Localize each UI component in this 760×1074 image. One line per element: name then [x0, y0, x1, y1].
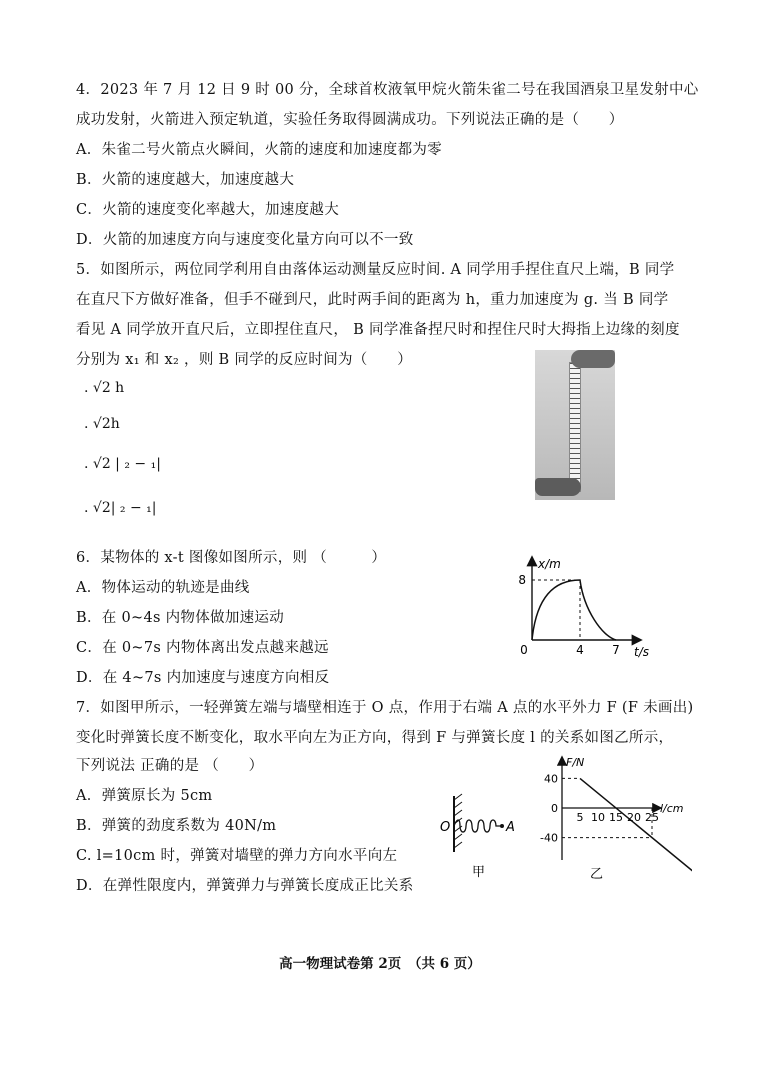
q6-option-d: D．在 4~7s 内加速度与速度方向相反 — [76, 670, 330, 686]
q6-stem: 6．某物体的 x-t 图像如图所示，则 （ ） — [76, 550, 387, 566]
q6-option-a: A．物体运动的轨迹是曲线 — [76, 580, 250, 596]
q7-option-d: D．在弹性限度内，弹簧弹力与弹簧长度成正比关系 — [76, 878, 414, 894]
q7-stem-line2: 变化时弹簧长度不断变化，取水平向左为正方向，得到 F 与弹簧长度 l 的关系如图乙所示， — [76, 730, 674, 746]
xt-ytick-label: 8 — [518, 573, 526, 587]
xt-xtick-label: 0 — [520, 643, 528, 657]
q7-stem-line1: 7．如图甲所示，一轻弹簧左端与墙壁相连于 O 点，作用于右端 A 点的水平外力 F (F 未画出) — [76, 700, 694, 716]
q5-option-a: . √2 h — [84, 380, 125, 396]
q6-option-b: B．在 0~4s 内物体做加速运动 — [76, 610, 285, 626]
xt-ylabel: x/m — [538, 557, 561, 571]
q4-option-a: A．朱雀二号火箭点火瞬间，火箭的速度和加速度都为零 — [76, 142, 442, 158]
fl-ylabel: F/N — [566, 756, 585, 769]
q4-option-d: D．火箭的加速度方向与速度变化量方向可以不一致 — [76, 232, 414, 248]
q4-option-c: C．火箭的速度变化率越大，加速度越大 — [76, 202, 339, 218]
point-a-dot — [500, 824, 504, 828]
q5-stem-line1: 5．如图所示，两位同学利用自由落体运动测量反应时间. A 同学用手捏住直尺上端，B 同学 — [76, 262, 675, 278]
xt-xtick-label: 7 — [612, 643, 620, 657]
ruler — [569, 362, 581, 492]
fig-b-caption: 乙 — [590, 867, 604, 882]
hand-top — [571, 350, 615, 368]
fl-xtick-label: 10 — [591, 811, 605, 824]
xt-xtick-label: 4 — [576, 643, 584, 657]
q4-stem-line2: 成功发射，火箭进入预定轨道，实验任务取得圆满成功。下列说法正确的是（ ） — [76, 112, 624, 128]
q4-stem-line1: 4．2023 年 7 月 12 日 9 时 00 分，全球首枚液氧甲烷火箭朱雀二号在我国酒泉卫星发射中心 — [76, 82, 699, 98]
fl-xtick-label: 15 — [609, 811, 623, 824]
xt-chart — [512, 552, 662, 668]
fl-ytick-label: -40 — [540, 831, 558, 845]
hand-bottom — [535, 478, 581, 496]
q7-option-a: A．弹簧原长为 5cm — [76, 788, 213, 804]
q5-option-b: . √2h — [84, 416, 120, 432]
q5-option-c: . √2 | ₂ − ₁| — [84, 456, 161, 472]
q5-stem-line2: 在直尺下方做好准备，但手不碰到尺，此时两手间的距离为 h，重力加速度为 g. 当 B 同学 — [76, 292, 669, 308]
page-footer: 高一物理试卷第 2页 （共 6 页） — [279, 956, 481, 972]
fl-xtick-label: 25 — [645, 811, 659, 824]
fl-series-line — [580, 778, 692, 873]
xt-xlabel: t/s — [634, 645, 649, 659]
force-length-chart — [532, 752, 692, 888]
fl-xlabel: l/cm — [660, 802, 684, 815]
q6-option-c: C．在 0~7s 内物体离出发点越来越远 — [76, 640, 329, 656]
q7-stem-line3: 下列说法 正确的是 （ ） — [76, 758, 264, 774]
q5-stem-line3: 看见 A 同学放开直尺后，立即捏住直尺， B 同学准备捏尺时和捏住尺时大拇指上边缘的刻度 — [76, 322, 680, 338]
xt-series-line — [532, 580, 616, 640]
ruler-photo — [535, 350, 615, 500]
wall-hatch — [454, 794, 462, 848]
fl-ytick-label: 0 — [551, 802, 558, 815]
fl-xtick-label: 20 — [627, 811, 641, 824]
q5-stem-line4: 分别为 x₁ 和 x₂ ，则 B 同学的反应时间为（ ） — [76, 352, 412, 368]
q7-option-b: B．弹簧的劲度系数为 40N/m — [76, 818, 277, 834]
q4-option-b: B．火箭的速度越大，加速度越大 — [76, 172, 295, 188]
fl-xtick-label: 5 — [576, 811, 584, 824]
q5-option-d: . √2| ₂ − ₁| — [84, 500, 157, 516]
fig-a-caption: 甲 — [472, 865, 486, 880]
label-a: A — [506, 820, 515, 835]
fl-ytick-label: 40 — [544, 772, 558, 786]
label-o: O — [440, 820, 451, 835]
spring-figure — [436, 790, 526, 890]
q7-option-c: C. l=10cm 时，弹簧对墙壁的弹力方向水平向左 — [76, 848, 398, 864]
